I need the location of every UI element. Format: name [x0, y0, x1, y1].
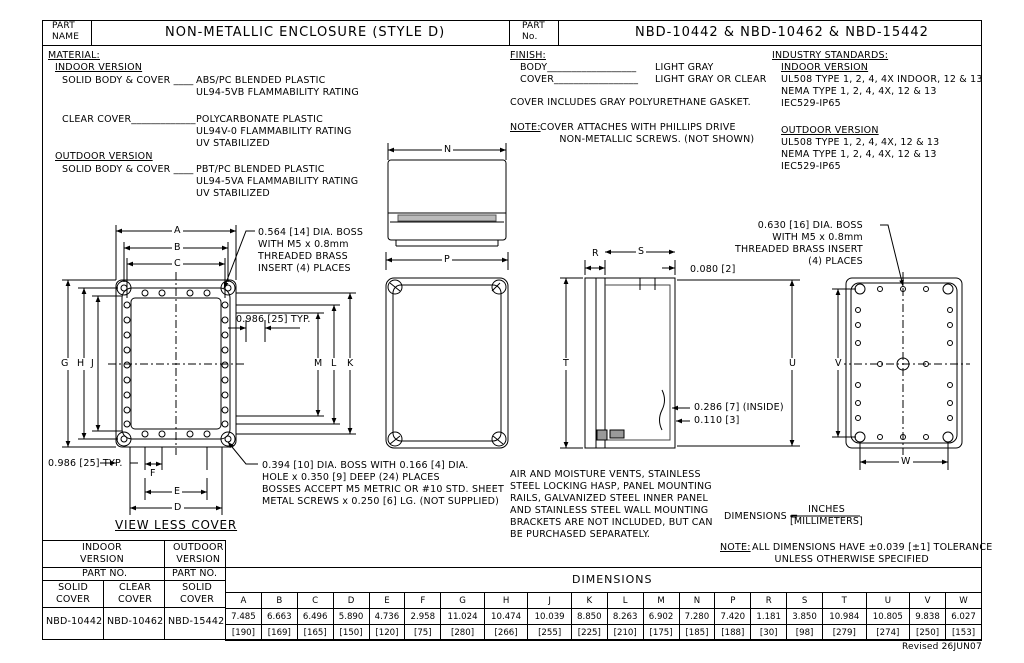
dims-col-d: D: [333, 593, 369, 609]
dims-inch-e: 4.736: [369, 609, 405, 625]
dim-letter-w: W: [901, 456, 911, 467]
dim-letter-p: P: [444, 254, 450, 265]
dim-letter-a: A: [174, 225, 181, 236]
dimensions-table: [225, 592, 982, 641]
dims-mm-a: [190]: [226, 625, 262, 641]
dims-inch-w: 6.027: [945, 609, 981, 625]
standards-indoor-lines: UL508 TYPE 1, 2, 4, 4X INDOOR, 12 & 13 NEMA TYPE 1, 2, 4, 4X, 12 & 13 IEC529-IP65: [781, 74, 983, 109]
vt-indoor-clear: NBD-10462: [107, 616, 164, 627]
vt-partno: PART NO.: [82, 568, 128, 579]
dims-inch-t: 10.984: [823, 609, 867, 625]
dims-col-t: T: [823, 593, 867, 609]
finish-body-label: BODY__________________: [520, 62, 637, 73]
dims-col-r: R: [751, 593, 787, 609]
dims-inch-g: 11.024: [441, 609, 485, 625]
callout-boss-564: 0.564 [14] DIA. BOSS WITH M5 x 0.8mm THREADED BRASS INSERT (4) PLACES: [258, 227, 364, 274]
dim-letter-v: V: [835, 358, 842, 369]
dims-col-h: H: [484, 593, 528, 609]
dims-inch-f: 2.958: [405, 609, 441, 625]
section-view: [560, 252, 800, 448]
dims-inch-a: 7.485: [226, 609, 262, 625]
dims-mm-n: [185]: [679, 625, 715, 641]
dims-mm-f: [75]: [405, 625, 441, 641]
dims-inch-u: 10.805: [866, 609, 910, 625]
dimensions-units: INCHES [MILLIMETERS]: [790, 504, 864, 527]
vt-solid-cover-2: SOLID COVER: [180, 582, 215, 605]
dims-mm-p: [188]: [715, 625, 751, 641]
dims-mm-w: [153]: [945, 625, 981, 641]
dims-col-g: G: [441, 593, 485, 609]
dims-inch-k: 8.850: [571, 609, 607, 625]
dims-inch-d: 5.890: [333, 609, 369, 625]
callout-typ-986-left: 0.986 [25] TYP.: [48, 458, 123, 469]
dims-col-b: B: [261, 593, 297, 609]
finish-heading: FINISH:: [510, 50, 546, 61]
part-no: NBD-10442 & NBD-10462 & NBD-15442: [635, 25, 929, 40]
dims-col-v: V: [910, 593, 946, 609]
dims-col-e: E: [369, 593, 405, 609]
dim-letter-j: J: [91, 358, 95, 369]
dims-col-s: S: [787, 593, 823, 609]
dims-mm-j: [255]: [528, 625, 572, 641]
vt-outdoor-solid: NBD-15442: [168, 616, 225, 627]
dims-inch-l: 8.263: [607, 609, 643, 625]
vt-indoor: INDOOR VERSION: [80, 542, 124, 565]
callout-dim-080: 0.080 [2]: [690, 264, 736, 275]
accessories-note: AIR AND MOISTURE VENTS, STAINLESS STEEL LOCKING HASP, PANEL MOUNTING RAILS, GALVANIZED STEEL INNER PANEL AND STAINLESS STEEL WALL MOUNTING BRACKETS ARE NOT INCLUDED, BUT CAN BE PURCHASED SEPARATELY.: [510, 469, 713, 540]
dims-inch-p: 7.420: [715, 609, 751, 625]
screws-note-label: NOTE:: [510, 122, 541, 133]
standards-indoor-heading: INDOOR VERSION: [781, 62, 869, 73]
material-heading: MATERIAL:: [48, 50, 100, 61]
dims-col-j: J: [528, 593, 572, 609]
dims-mm-s: [98]: [787, 625, 823, 641]
vt-indoor-solid: NBD-10442: [46, 616, 103, 627]
outdoor-body-text: PBT/PC BLENDED PLASTIC UL94-5VA FLAMMABILITY RATING UV STABILIZED: [196, 164, 359, 199]
dims-inch-r: 1.181: [751, 609, 787, 625]
dims-mm-m: [175]: [643, 625, 679, 641]
dims-inches-row: [226, 609, 982, 625]
dim-letter-h: H: [77, 358, 85, 369]
dimensions-label: DIMENSIONS =: [724, 511, 799, 522]
dim-letter-d: D: [174, 502, 182, 513]
dims-col-n: N: [679, 593, 715, 609]
dims-inch-h: 10.474: [484, 609, 528, 625]
part-name-label: PART NAME: [52, 21, 80, 42]
dim-letter-t: T: [563, 358, 570, 369]
dims-inch-s: 3.850: [787, 609, 823, 625]
dim-letter-l: L: [331, 358, 337, 369]
dims-col-c: C: [297, 593, 333, 609]
material-indoor-heading: INDOOR VERSION: [55, 62, 143, 73]
dim-letter-u: U: [789, 358, 797, 369]
dim-letter-b: B: [174, 242, 181, 253]
dims-inch-m: 6.902: [643, 609, 679, 625]
dims-mm-b: [169]: [261, 625, 297, 641]
dims-inch-n: 7.280: [679, 609, 715, 625]
vt-outdoor: OUTDOOR VERSION: [173, 542, 224, 565]
dims-inch-v: 9.838: [910, 609, 946, 625]
dims-mm-c: [165]: [297, 625, 333, 641]
dims-mm-e: [120]: [369, 625, 405, 641]
view-less-cover-title: VIEW LESS COVER: [115, 518, 238, 532]
dims-inch-c: 6.496: [297, 609, 333, 625]
outdoor-body-label: SOLID BODY & COVER ____: [62, 164, 194, 175]
vt-partno2: PART NO.: [172, 568, 218, 579]
dim-letter-k: K: [347, 358, 354, 369]
dims-col-a: A: [226, 593, 262, 609]
dim-letter-s: S: [638, 246, 645, 257]
part-no-label: PART No.: [522, 21, 545, 42]
finish-cover-label: COVER_________________: [520, 74, 639, 85]
screws-note: COVER ATTACHES WITH PHILLIPS DRIVE NON-METALLIC SCREWS. (NOT SHOWN): [540, 122, 755, 145]
indoor-body-text: ABS/PC BLENDED PLASTIC UL94-5VB FLAMMABILITY RATING: [196, 75, 359, 98]
dims-col-f: F: [405, 593, 441, 609]
dims-col-w: W: [945, 593, 981, 609]
dims-mm-r: [30]: [751, 625, 787, 641]
dim-letter-r: R: [592, 248, 599, 259]
vt-solid-cover: SOLID COVER: [56, 582, 91, 605]
tolerance-note: ALL DIMENSIONS HAVE ±0.039 [±1] TOLERANCE UNLESS OTHERWISE SPECIFIED: [752, 542, 993, 565]
dims-inch-b: 6.663: [261, 609, 297, 625]
dims-mm-g: [280]: [441, 625, 485, 641]
dims-col-u: U: [866, 593, 910, 609]
dims-inch-j: 10.039: [528, 609, 572, 625]
dim-letter-e: E: [174, 486, 181, 497]
finish-cover-value: LIGHT GRAY OR CLEAR: [655, 74, 767, 85]
gasket-note: COVER INCLUDES GRAY POLYURETHANE GASKET.: [510, 97, 751, 108]
dims-mm-row: [226, 625, 982, 641]
clear-cover-label: CLEAR COVER_____________: [62, 114, 196, 125]
dim-letter-f: F: [150, 468, 156, 479]
enclosure-side-view: [386, 143, 508, 270]
dims-mm-u: [274]: [866, 625, 910, 641]
callout-dim-110: 0.110 [3]: [694, 415, 740, 426]
mounting-holes: [856, 287, 953, 440]
dimensions-title: DIMENSIONS: [572, 573, 653, 586]
standards-heading: INDUSTRY STANDARDS:: [772, 50, 889, 61]
dims-mm-l: [210]: [607, 625, 643, 641]
vt-clear-cover: CLEAR COVER: [118, 582, 153, 605]
dims-mm-t: [279]: [823, 625, 867, 641]
dim-letter-m: M: [314, 358, 323, 369]
dims-mm-k: [225]: [571, 625, 607, 641]
revised-date: Revised 26JUN07: [902, 642, 982, 652]
finish-body-value: LIGHT GRAY: [655, 62, 714, 73]
tolerance-note-label: NOTE:: [720, 542, 751, 553]
cover-view: [386, 278, 508, 448]
part-name: NON-METALLIC ENCLOSURE (STYLE D): [165, 25, 446, 40]
dims-col-l: L: [607, 593, 643, 609]
indoor-body-label: SOLID BODY & COVER ____: [62, 75, 194, 86]
dims-col-p: P: [715, 593, 751, 609]
dims-col-k: K: [571, 593, 607, 609]
dims-col-m: M: [643, 593, 679, 609]
callout-boss-394: 0.394 [10] DIA. BOSS WITH 0.166 [4] DIA. HOLE x 0.350 [9] DEEP (24) PLACES BOSSES ACCEPT M5 METRIC OR #10 STD. SHEET METAL SCREWS x 0.250 [6] LG. (NOT SUPPLIED): [262, 460, 504, 507]
dims-header-row: [226, 593, 982, 609]
standards-outdoor-lines: UL508 TYPE 1, 2, 4, 4X, 12 & 13 NEMA TYPE 1, 2, 4, 4X, 12 & 13 IEC529-IP65: [781, 137, 940, 172]
dim-letter-g: G: [61, 358, 69, 369]
dim-letter-c: C: [174, 258, 181, 269]
dims-mm-d: [150]: [333, 625, 369, 641]
dims-mm-v: [250]: [910, 625, 946, 641]
callout-typ-986-right: 0.986 [25] TYP.: [236, 314, 311, 325]
standards-outdoor-heading: OUTDOOR VERSION: [781, 125, 879, 136]
dims-mm-h: [266]: [484, 625, 528, 641]
clear-cover-text: POLYCARBONATE PLASTIC UL94V-0 FLAMMABILITY RATING UV STABILIZED: [196, 114, 352, 149]
material-outdoor-heading: OUTDOOR VERSION: [55, 151, 153, 162]
callout-dim-286: 0.286 [7] (INSIDE): [694, 402, 784, 413]
dim-letter-n: N: [444, 144, 452, 155]
callout-boss-630: 0.630 [16] DIA. BOSS WITH M5 x 0.8mm THREADED BRASS INSERT (4) PLACES: [735, 220, 863, 267]
